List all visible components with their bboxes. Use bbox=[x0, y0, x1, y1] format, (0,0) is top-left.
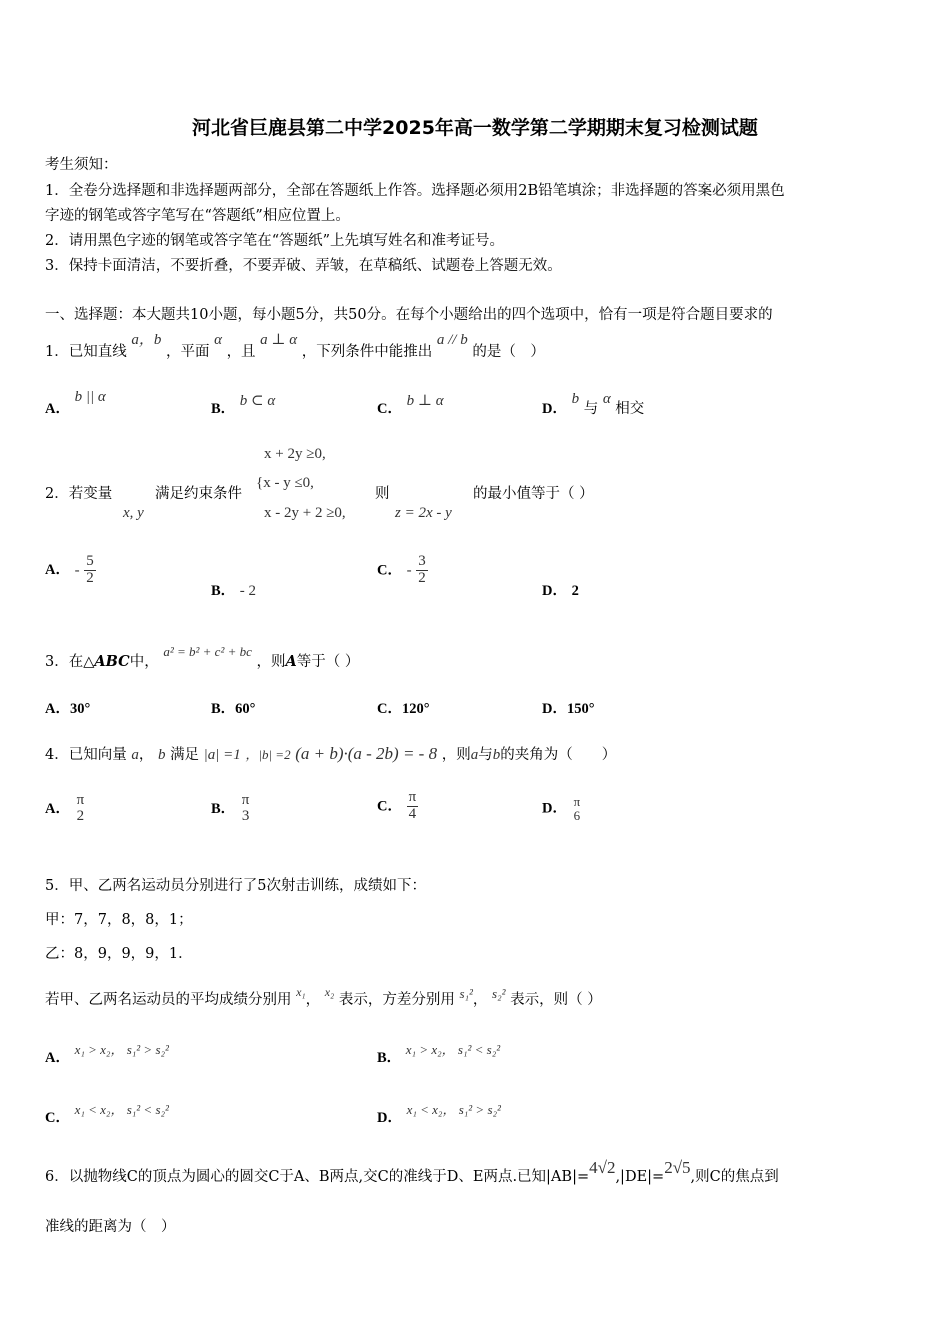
q3-option-a: A．30° bbox=[45, 701, 91, 717]
question-4: 4．已知向量 a， b 满足 |a| =1 ，|b| =2 (a + b)·(a - 2b) = - 8 ，则a与b的夹角为（ ） bbox=[45, 744, 617, 763]
q3-equation: a² = b² + c² + bc bbox=[163, 644, 252, 659]
q2-option-d: D． 2 bbox=[542, 583, 579, 599]
q2-option-c: C． - $\frac{3}{2}$ bbox=[377, 553, 426, 586]
q2-stem-2: 满足约束条件 bbox=[155, 486, 242, 502]
q4-option-b: B． π 3 bbox=[211, 792, 250, 824]
q1-lines: a，b bbox=[131, 332, 162, 348]
q3-option-b: B．60° bbox=[211, 701, 256, 717]
q5-stem: 5．甲、乙两名运动员分别进行了5次射击训练，成绩如下： bbox=[45, 878, 426, 894]
q5-option-d: D． x₁ < x₂， s₁² > s₂² bbox=[377, 1102, 501, 1126]
q1-option-c: C． b ⊥ α bbox=[377, 393, 444, 417]
question-6: 6．以抛物线C的顶点为圆心的圆交C于A、B两点,交C的准线于D、E两点.已知|AB|=4√2,|DE|=2√5,则C的焦点到 bbox=[45, 1158, 779, 1185]
q3-option-c: C．120° bbox=[377, 701, 430, 717]
notice-heading: 考生须知： bbox=[45, 157, 118, 173]
q5-option-a: A． x₁ > x₂， s₁² > s₂² bbox=[45, 1042, 169, 1066]
q2-a-fraction: $\frac{5}{2}$ bbox=[86, 553, 94, 586]
question-1: 1．已知直线 a，b ，平面 α ，且 a ⊥ α ，下列条件中能推出 a // b 的是（ ） bbox=[45, 332, 545, 360]
page-title: 河北省巨鹿县第二中学2025年高一数学第二学期期末复习检测试题 bbox=[192, 117, 758, 139]
q6-de-length: 2√5 bbox=[664, 1158, 691, 1177]
q5-jia-scores: 甲：7，7，8，8，1； bbox=[45, 912, 193, 928]
q5-yi-scores: 乙：8，9，9，9，1． bbox=[45, 946, 193, 962]
section-heading: 一、选择题：本大题共10小题，每小题5分，共50分。在每个小题给出的四个选项中，恰有一项是符合题目要求的 bbox=[45, 307, 773, 323]
q2-option-a: A． - $\frac{5}{2}$ bbox=[45, 553, 94, 586]
q1-plane: α bbox=[214, 332, 222, 348]
q6-stem-cont: 准线的距离为（ ） bbox=[45, 1219, 176, 1235]
q2-variables: x, y bbox=[123, 505, 144, 521]
q2-constraint-2: {x - y ≤0, bbox=[256, 475, 314, 491]
q2-stem-1: 2．若变量 bbox=[45, 486, 113, 502]
q5-option-c: C． x₁ < x₂， s₁² < s₂² bbox=[45, 1102, 169, 1126]
q3-option-d: D．150° bbox=[542, 701, 595, 717]
q6-ab-length: 4√2 bbox=[589, 1158, 616, 1177]
q1-option-d: D． b 与 α 相交 bbox=[542, 391, 645, 417]
question-3: 3．在△ABC中， a² = b² + c² + bc ，则A等于（ ） bbox=[45, 644, 360, 670]
q4-dot-product: (a + b)·(a - 2b) = - 8 bbox=[295, 744, 438, 763]
q2-stem-3: 则 bbox=[375, 486, 390, 502]
notice-item-2: 2．请用黑色字迹的钢笔或答字笔在“答题纸”上先填写姓名和准考证号。 bbox=[45, 233, 505, 249]
q2-option-b: B． - 2 bbox=[211, 583, 257, 599]
q1-condition: a ⊥ α bbox=[260, 332, 298, 348]
q2-objective: z = 2x - y bbox=[395, 505, 452, 521]
q4-option-a: A． π 2 bbox=[45, 792, 85, 824]
q1-target: a // b bbox=[436, 332, 468, 348]
q2-constraint-3: x - 2y + 2 ≥0, bbox=[264, 505, 346, 521]
q2-stem-4: 的最小值等于（ ） bbox=[473, 486, 594, 502]
notice-item-1-cont: 字迹的钢笔或答字笔写在“答题纸”相应位置上。 bbox=[45, 208, 350, 224]
notice-item-3: 3．保持卡面清洁，不要折叠，不要弄破、弄皱，在草稿纸、试题卷上答题无效。 bbox=[45, 258, 562, 274]
q5-option-b: B． x₁ > x₂， s₁² < s₂² bbox=[377, 1042, 501, 1066]
notice-item-1: 1．全卷分选择题和非选择题两部分，全部在答题纸上作答。选择题必须用2B铅笔填涂；非选择题的答案必须用黑色 bbox=[45, 183, 785, 199]
q1-option-b: B． b ⊂ α bbox=[211, 393, 276, 417]
q1-option-a: A． b || α bbox=[45, 389, 106, 417]
q4-norm-a: |a| =1 bbox=[203, 747, 241, 763]
q2-constraint-1: x + 2y ≥0, bbox=[264, 446, 326, 462]
q2-c-fraction: $\frac{3}{2}$ bbox=[418, 553, 426, 586]
q4-norm-b: ，|b| =2 bbox=[245, 747, 291, 762]
q5-question: 若甲、乙两名运动员的平均成绩分别用 $^{x_1}$， $^{x_2}$ 表示，方差分别用 s₁²， s₂² 表示，则（ ） bbox=[45, 985, 602, 1008]
q4-option-c: C． $\frac{\pi}{4}$ bbox=[377, 789, 417, 822]
q4-option-d: D． π 6 bbox=[542, 794, 581, 823]
